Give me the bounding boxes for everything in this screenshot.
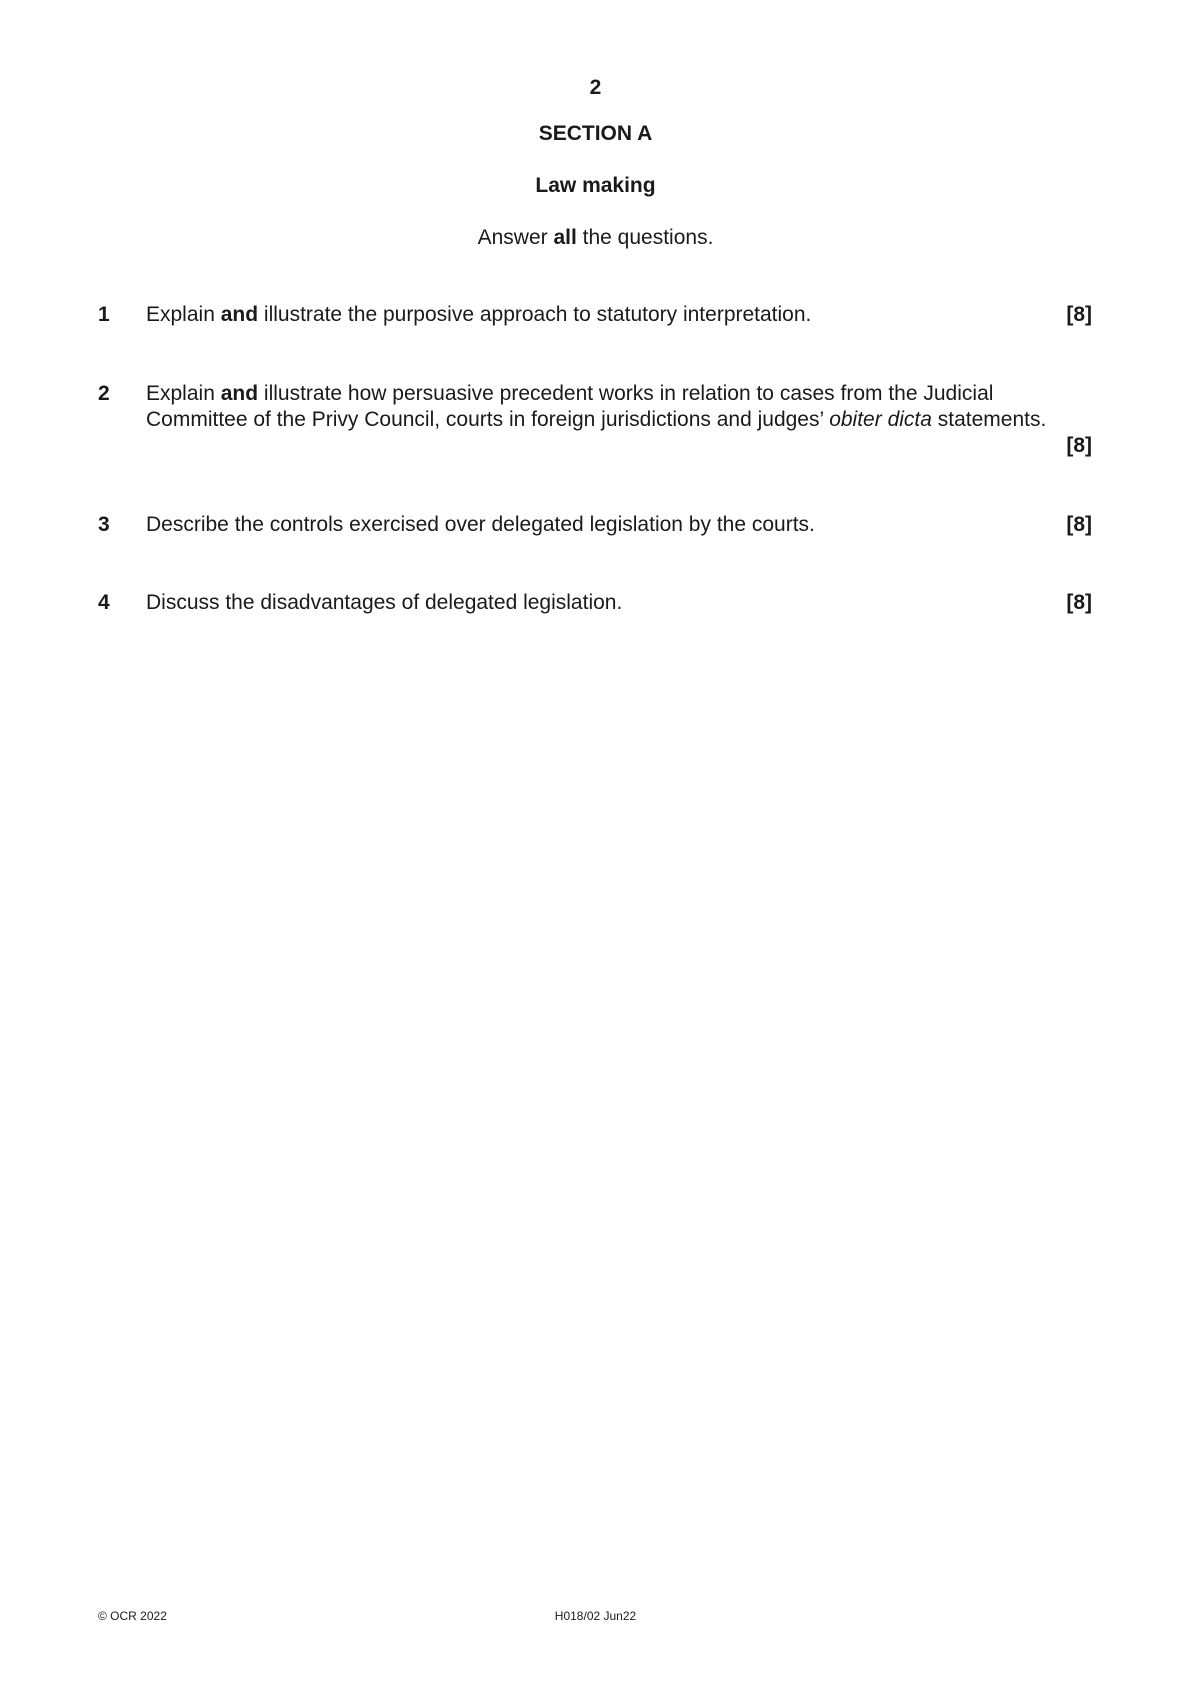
question-text-part: Explain (146, 382, 221, 405)
question-text-part: illustrate the purposive approach to statutory interpretation. (258, 303, 812, 326)
section-subtitle: Law making (535, 174, 656, 197)
question-marks: [8] (1066, 434, 1092, 457)
question-text (146, 381, 1096, 433)
instruction-emphasis: all (553, 226, 577, 249)
question-text-part: Explain (146, 303, 221, 326)
question-number: 2 (98, 382, 110, 405)
question-number: 1 (98, 303, 110, 326)
footer-copyright: © OCR 2022 (98, 1609, 167, 1623)
question-marks: [8] (1066, 513, 1092, 536)
section-title: SECTION A (538, 122, 653, 145)
question-text-part: statements. (931, 408, 1047, 431)
instruction-suffix: the questions. (576, 226, 714, 249)
question-number: 3 (98, 513, 110, 536)
question-marks: [8] (1066, 591, 1092, 614)
question-text-bold: and (220, 382, 259, 405)
footer-paper-code: H018/02 Jun22 (554, 1609, 637, 1623)
question-text: Discuss the disadvantages of delegated legislation. (146, 591, 623, 614)
question-text (146, 302, 1096, 328)
question-number: 4 (98, 591, 110, 614)
question-text: Describe the controls exercised over delegated legislation by the courts. (146, 513, 815, 536)
question-text-part: illustrate how persuasive precedent works in relation to cases from the Judicial Committee of the Privy Council, courts in foreign jurisdictions and judges’ (146, 382, 994, 431)
page-number: 2 (589, 76, 602, 99)
instruction-prefix: Answer (477, 226, 554, 249)
question-marks: [8] (1066, 303, 1092, 326)
question-text-italic: obiter dicta (829, 408, 932, 431)
question-text-bold: and (220, 303, 259, 326)
instruction (0, 226, 1191, 250)
